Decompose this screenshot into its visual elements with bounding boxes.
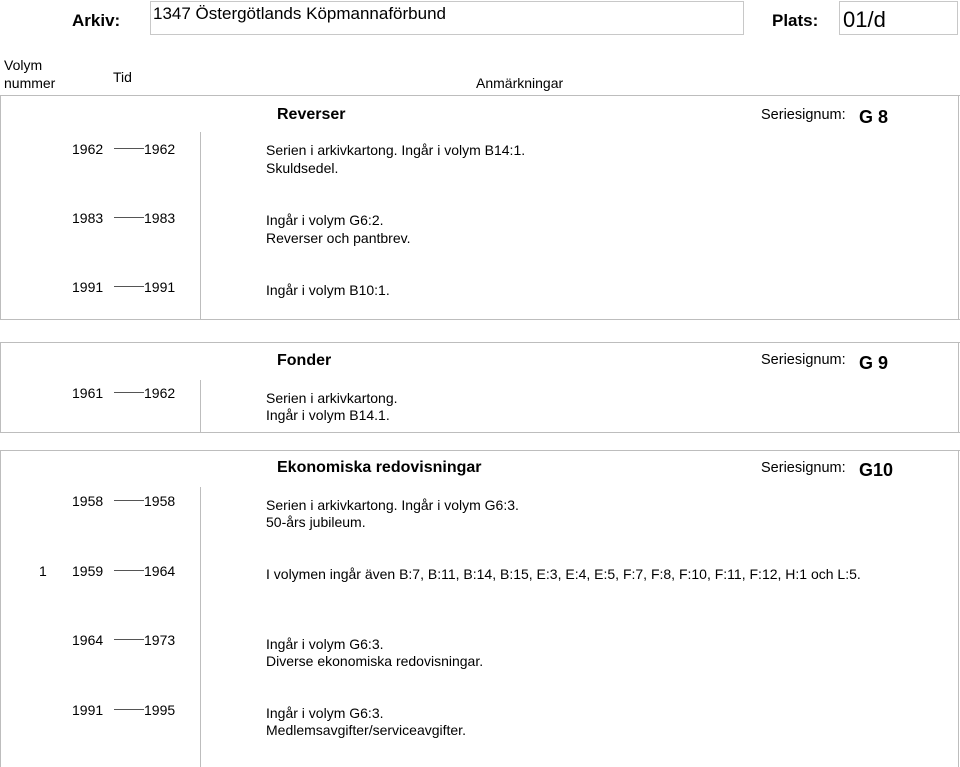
arkiv-label: Arkiv: [72, 11, 121, 30]
year-from: 1959 [72, 563, 104, 579]
year-to: 1983 [144, 210, 176, 226]
note-line: Diverse ekonomiska redovisningar. [266, 653, 484, 669]
seriesignum-label: Seriesignum: [761, 107, 846, 123]
year-dash [114, 500, 144, 501]
column-divider [200, 132, 201, 319]
note-line: Skuldsedel. [266, 160, 339, 176]
year-to: 1964 [144, 563, 176, 579]
seriesignum-value: G 8 [859, 107, 889, 127]
note-line: Serien i arkivkartong. Ingår i volym G6:3. [266, 497, 519, 513]
section-left-border [0, 342, 1, 432]
year-dash [114, 148, 144, 149]
year-dash [114, 709, 144, 710]
section-title: Fonder [277, 352, 332, 369]
year-to: 1962 [144, 141, 176, 157]
year-from: 1991 [72, 702, 104, 718]
note-line: Serien i arkivkartong. [266, 390, 398, 406]
plats-field [839, 1, 958, 35]
note-line: Reverser och pantbrev. [266, 230, 411, 246]
plats-label: Plats: [772, 11, 819, 30]
section-title: Ekonomiska redovisningar [277, 459, 482, 476]
year-dash [114, 217, 144, 218]
section-top-border [0, 95, 960, 96]
seriesignum-value: G 9 [859, 353, 889, 373]
section-right-border [958, 450, 959, 767]
seriesignum-label: Seriesignum: [761, 352, 846, 368]
plats-value: 01/d [843, 7, 886, 32]
note-line: Serien i arkivkartong. Ingår i volym B14:1. [266, 142, 526, 158]
year-from: 1958 [72, 493, 104, 509]
seriesignum-value: G10 [859, 460, 894, 480]
arkiv-field [150, 1, 744, 35]
year-to: 1995 [144, 702, 176, 718]
section-bottom-border [0, 432, 960, 433]
year-dash [114, 286, 144, 287]
volume-number: 1 [39, 563, 47, 579]
year-from: 1961 [72, 385, 104, 401]
note-line: I volymen ingår även B:7, B:11, B:14, B:15, E:3, E:4, E:5, F:7, F:8, F:10, F:11, F:12, H:1 och L:5. [266, 566, 861, 582]
year-dash [114, 639, 144, 640]
note-line: Ingår i volym B14.1. [266, 407, 390, 423]
year-from: 1983 [72, 210, 104, 226]
note-line: Ingår i volym B10:1. [266, 282, 390, 298]
seriesignum-label: Seriesignum: [761, 460, 846, 476]
year-to: 1973 [144, 632, 176, 648]
year-to: 1962 [144, 385, 176, 401]
section-bottom-border [0, 319, 960, 320]
year-from: 1964 [72, 632, 104, 648]
column-anmarkningar: Anmärkningar [476, 75, 564, 91]
year-dash [114, 570, 144, 571]
year-from: 1962 [72, 141, 104, 157]
year-to: 1958 [144, 493, 176, 509]
section-left-border [0, 450, 1, 767]
column-volym: Volym [4, 57, 43, 73]
column-divider [200, 380, 201, 432]
section-title: Reverser [277, 106, 346, 123]
note-line: Ingår i volym G6:2. [266, 212, 384, 228]
note-line: 50-års jubileum. [266, 514, 366, 530]
arkiv-value: 1347 Östergötlands Köpmannaförbund [153, 4, 446, 23]
year-dash [114, 392, 144, 393]
section-top-border [0, 450, 960, 451]
section-left-border [0, 95, 1, 319]
section-right-border [958, 95, 959, 319]
column-divider [200, 487, 201, 767]
section-top-border [0, 342, 960, 343]
note-line: Medlemsavgifter/serviceavgifter. [266, 722, 466, 738]
note-line: Ingår i volym G6:3. [266, 705, 384, 721]
year-from: 1991 [72, 279, 104, 295]
section-right-border [958, 342, 959, 432]
note-line: Ingår i volym G6:3. [266, 636, 384, 652]
year-to: 1991 [144, 279, 176, 295]
column-nummer: nummer [4, 75, 56, 91]
column-tid: Tid [113, 69, 132, 85]
